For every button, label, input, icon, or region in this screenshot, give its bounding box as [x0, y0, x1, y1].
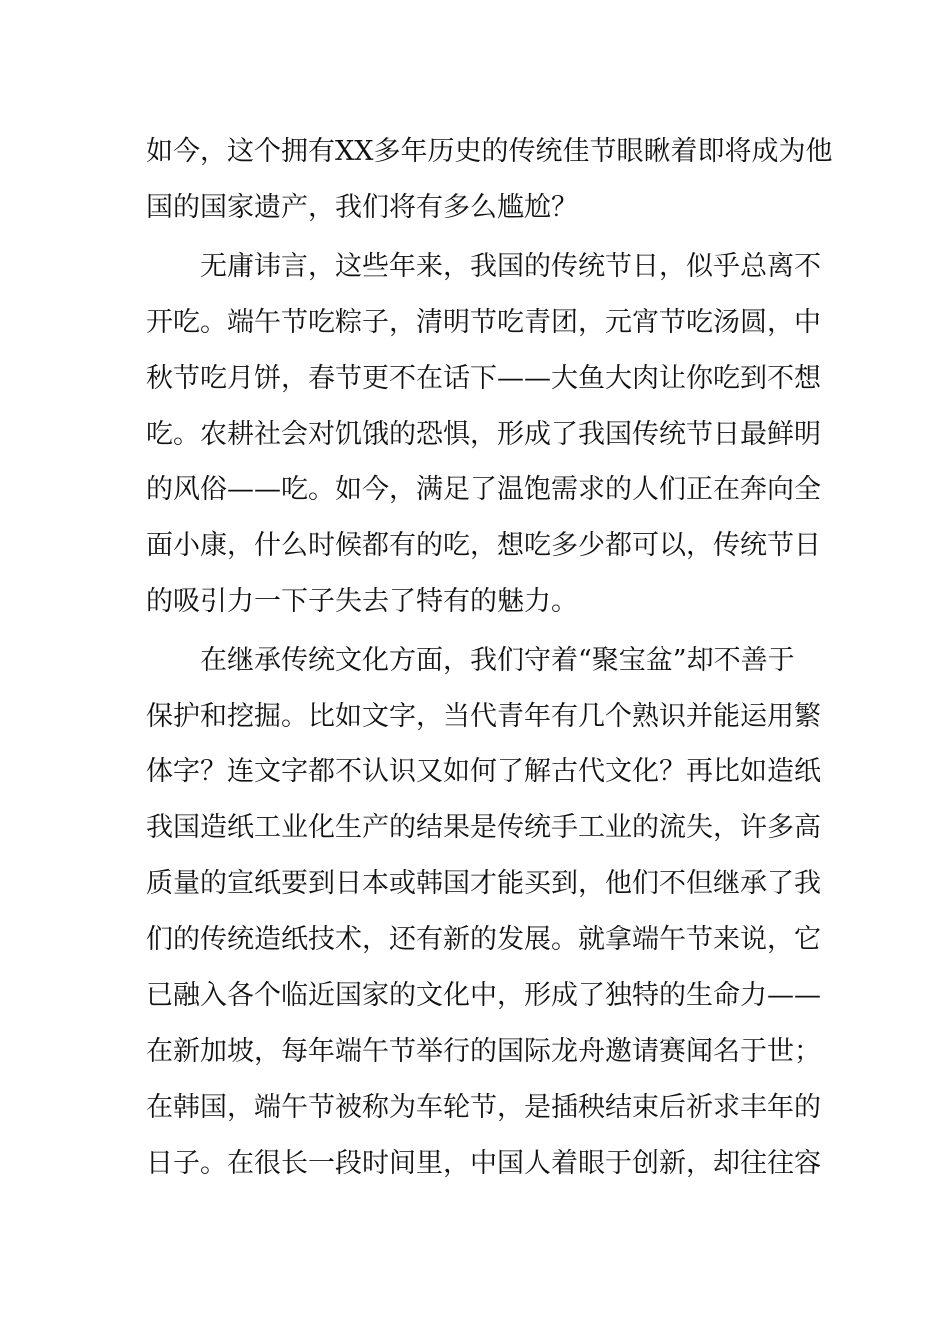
text-line: 质量的宣纸要到日本或韩国才能买到，他们不但继承了我	[146, 868, 821, 899]
text-line: 体字？连文字都不认识又如何了解古代文化？再比如造纸	[146, 756, 821, 787]
text-line: 的吸引力一下子失去了特有的魅力。	[146, 586, 578, 617]
paragraph-first-line: 在继承传统文化方面，我们守着“聚宝盆”却不善于	[200, 645, 795, 676]
text-line: 开吃。端午节吃粽子，清明节吃青团，元宵节吃汤圆，中	[146, 307, 821, 338]
text-line: 已融入各个临近国家的文化中，形成了独特的生命力——	[146, 980, 821, 1011]
text-line: 在韩国，端午节被称为车轮节，是插秧结束后祈求丰年的	[146, 1092, 821, 1123]
text-line: 保护和挖掘。比如文字，当代青年有几个熟识并能运用繁	[146, 701, 821, 732]
text-line: 面小康，什么时候都有的吃，想吃多少都可以，传统节日	[146, 530, 821, 561]
text-line: 在新加坡，每年端午节举行的国际龙舟邀请赛闻名于世；	[146, 1036, 821, 1067]
text-line: 们的传统造纸技术，还有新的发展。就拿端午节来说，它	[146, 924, 821, 955]
text-line: 的风俗——吃。如今，满足了温饱需求的人们正在奔向全	[146, 474, 821, 505]
text-line: 秋节吃月饼，春节更不在话下——大鱼大肉让你吃到不想	[146, 363, 821, 394]
text-line: 如今，这个拥有XX多年历史的传统佳节眼瞅着即将成为他	[146, 136, 833, 167]
text-line: 日子。在很长一段时间里，中国人着眼于创新，却往往容	[146, 1148, 821, 1179]
text-line: 我国造纸工业化生产的结果是传统手工业的流失，许多高	[146, 812, 821, 843]
text-line: 国的国家遗产，我们将有多么尴尬？	[146, 192, 578, 223]
paragraph-first-line: 无庸讳言，这些年来，我国的传统节日，似乎总离不	[200, 251, 821, 282]
text-line: 吃。农耕社会对饥饿的恐惧，形成了我国传统节日最鲜明	[146, 419, 821, 450]
